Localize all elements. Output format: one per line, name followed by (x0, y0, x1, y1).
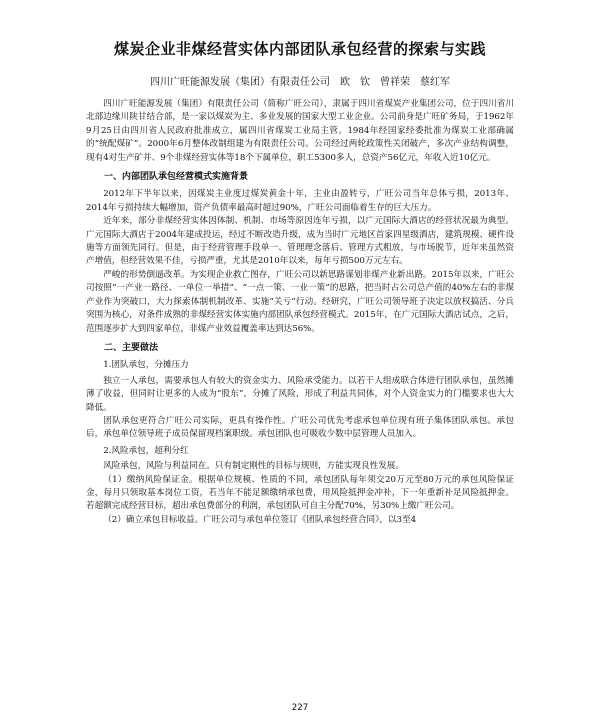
paragraph: 严峻的形势倒逼改革。为实现企业救亡图存，广旺公司以新思路谋划非煤产业新出路。2015年以来，广旺公司按照“一产业一路径、一单位一举措”、“一点一策、一业一策”的思路，把当时占公司总产值的40%左右的非煤产业作为突破口，大力探索体制机制改革、实施“关亏”行动。经研究，广旺公司领导班子决定以放权搞活、分兵突围为核心，对条件成熟的非煤经营实体实施内部团队承包经营模式。2015年，在广元国际大酒店试点，之后，范围逐步扩大到四家单位，非煤产业效益覆盖率达到达56%。 (86, 269, 514, 334)
paragraph: 团队承包更符合广旺公司实际，更具有操作性。广旺公司优先考虑承包单位现有班子集体团队承包。承包后，承包单位领导班子成员保留现档案职级。承包团队也可吸收少数中层管理人员加入。 (86, 415, 514, 440)
paragraph: 独立一人承包，需要承包人有较大的资金实力、风险承受能力。以若干人组成联合体进行团队承包，虽然摊薄了收益，但同时让更多的人成为“股东”，分摊了风险，形成了利益共同体，对个人资金实力的门槛要求也大大降低。 (86, 375, 514, 413)
author-line: 四川广旺能源发展（集团）有限责任公司 欧 钦 曾祥荣 蔡红军 (150, 77, 450, 88)
section-heading-methods: 二、主要做法 (104, 342, 159, 353)
paragraph: （2）确立承包目标收益。广旺公司与承包单位签订《团队承包经营合同》，以3至4 (103, 514, 417, 525)
page-number: 227 (291, 703, 309, 713)
paragraph: 风险承包，风险与利益同在。只有制定刚性的目标与规则，方能实现良性发展。 (103, 461, 404, 472)
subsection-heading-team-contract: 1.团队承包，分摊压力 (103, 360, 189, 371)
paragraph: 2012年下半年以来，因煤炭主业度过煤炭黄金十年，主业由盈转亏，广旺公司当年总体亏损，2013年、2014年亏损持续大幅增加，资产负债率最高时超过90%，广旺公司面临着生存的巨大压力。 (86, 189, 514, 213)
paragraph: （1）缴纳风险保证金。根据单位规模、性质的不同，承包团队每年须交20万元至80万元的承包风险保证金，每月只领取基本岗位工资，若当年不能足额缴纳承包费，用风险抵押金冲补，下一年重新补足风险抵押金。若超额完成经营目标，超出承包费部分的利润，承包团队可自主分配70%，另30%上缴广旺公司。 (86, 474, 514, 512)
intro-paragraph: 四川广旺能源发展（集团）有限责任公司（简称广旺公司），隶属于四川省煤炭产业集团公司，位于四川省川北部边缘川陕甘结合部，是一家以煤炭为主、多业发展的国家大型工业企业。公司前身是广旺矿务局，于1962年9月25日由四川省人民政府批准成立，属四川省煤炭工业局主管。1984年经国家经委批准为煤炭工业部确属的“统配煤矿”。2000年6月整体改制组建为有限责任公司。公司经过两轮政策性关闭破产，多次产业结构调整，现有4对生产矿井、9个非煤经营实体等18个下属单位，职工5300多人，总资产56亿元，年收入近10亿元。 (86, 99, 514, 163)
article-body (86, 98, 514, 527)
paper-title: 煤炭企业非煤经营实体内部团队承包经营的探索与实践 (113, 40, 486, 58)
paragraph: 近年来，部分非煤经营实体因体制、机制、市场等原因连年亏损，以广元国际大酒店的经营状况最为典型。广元国际大酒店于2004年建成投运，经过不断改造升级，成为当时广元地区首家四星级酒店，建筑规模、硬件设施等方面领先同行。但是，由于经营管理手段单一、管理理念落后、管理方式粗放，与市场脱节，近年来虽然资产增值，但经营效果不佳，亏损严重，尤其是2010年以来，每年亏损500万元左右。 (86, 216, 514, 267)
subsection-heading-risk-contract: 2.风险承包，超利分红 (103, 445, 189, 456)
section-heading-background: 一、内部团队承包经营模式实施背景 (104, 172, 249, 183)
